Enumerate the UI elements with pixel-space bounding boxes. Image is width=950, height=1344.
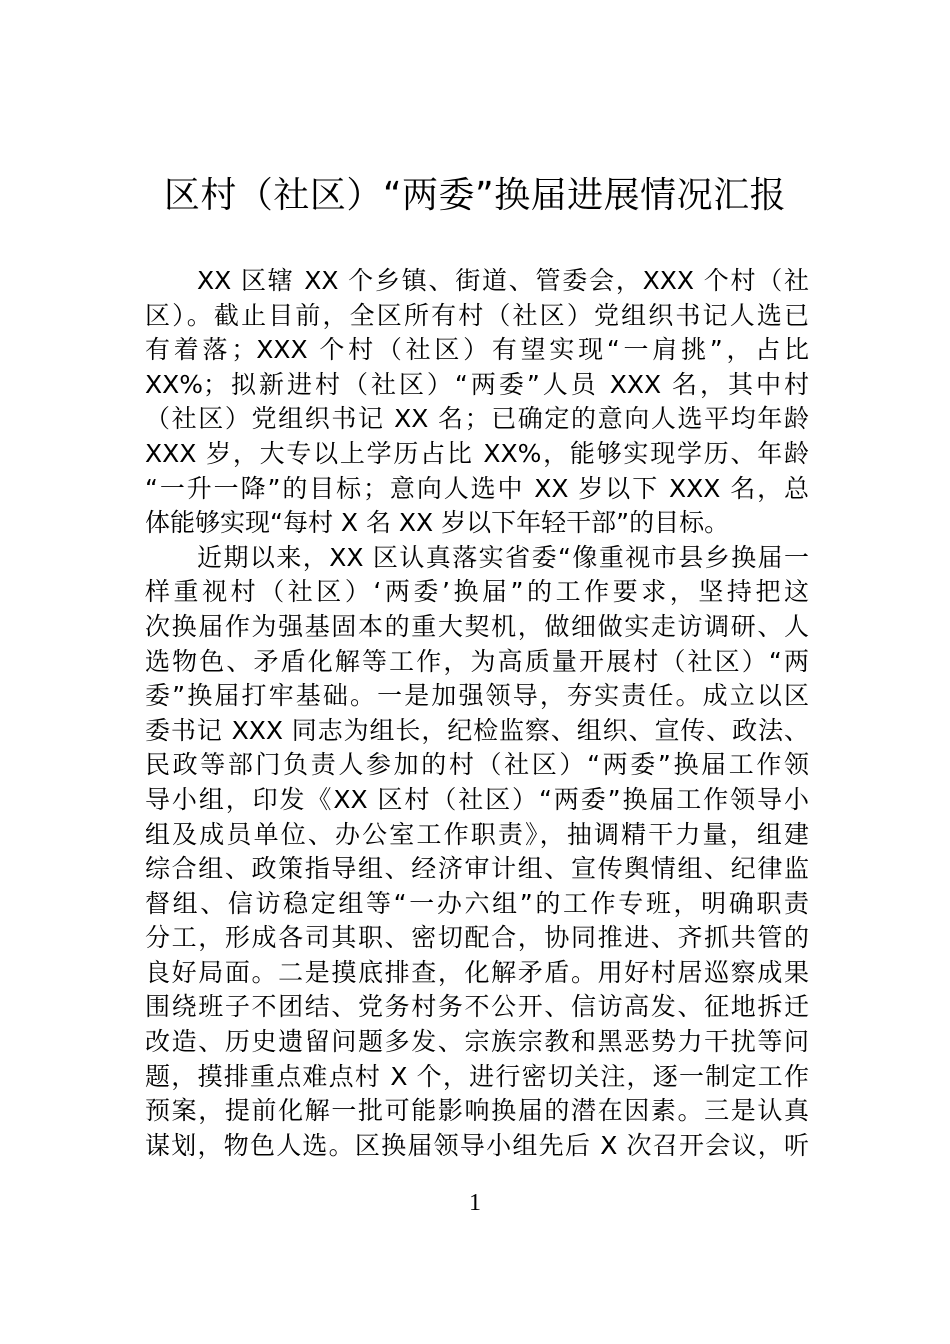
paragraph-2-line: 委书记 XXX 同志为组长，纪检监察、组织、宣传、政法、 (145, 715, 809, 745)
paragraph-2-line: 次换届作为强基固本的重大契机，做细做实走访调研、人 (145, 611, 809, 641)
paragraph-1-line: XX 区辖 XX 个乡镇、街道、管委会，XXX 个村（社 (197, 266, 809, 295)
paragraph-1-line: （社区）党组织书记 XX 名；已确定的意向人选平均年龄 (145, 404, 809, 434)
paragraph-1-line: XXX 岁，大专以上学历占比 XX%，能够实现学历、年龄 (145, 438, 809, 468)
page-number: 1 (469, 1190, 481, 1216)
paragraph-2-line: 近期以来，XX 区认真落实省委“像重视市县乡换届一 (197, 542, 809, 572)
paragraph-1-line: “一升一降”的目标；意向人选中 XX 岁以下 XXX 名，总 (145, 473, 809, 503)
paragraph-2-line: 改造、历史遗留问题多发、宗族宗教和黑恶势力干扰等问 (145, 1027, 809, 1057)
paragraph-1-line: XX%；拟新进村（社区）“两委”人员 XXX 名，其中村 (145, 369, 809, 399)
paragraph-2-line: 分工，形成各司其职、密切配合，协同推进、齐抓共管的 (145, 923, 809, 953)
paragraph-1-line: 体能够实现“每村 X 名 XX 岁以下年轻干部”的目标。 (145, 508, 730, 538)
paragraph-2-line: 题，摸排重点难点村 X 个，进行密切关注，逐一制定工作 (145, 1061, 809, 1091)
paragraph-2-line: 良好局面。二是摸底排查，化解矛盾。用好村居巡察成果 (145, 957, 809, 987)
paragraph-1-line: 有着落；XXX 个村（社区）有望实现“一肩挑”，占比 (145, 335, 809, 365)
paragraph-1-line: 区）。截止目前，全区所有村（社区）党组织书记人选已 (145, 300, 809, 330)
document-body (145, 264, 809, 1163)
paragraph-2-line: 围绕班子不团结、党务村务不公开、信访高发、征地拆迁 (145, 992, 809, 1022)
paragraph-2-line: 预案，提前化解一批可能影响换届的潜在因素。三是认真 (145, 1096, 809, 1126)
paragraph-2-line: 委”换届打牢基础。一是加强领导，夯实责任。成立以区 (145, 681, 809, 711)
paragraph-2-line: 选物色、矛盾化解等工作，为高质量开展村（社区）“两 (145, 646, 809, 676)
document-title: 区村（社区）“两委”换届进展情况汇报 (163, 175, 787, 216)
paragraph-2-line: 民政等部门负责人参加的村（社区）“两委”换届工作领 (145, 750, 809, 780)
paragraph-2-line: 样重视村（社区）‘两委’换届”的工作要求，坚持把这 (145, 577, 809, 607)
paragraph-2-line: 督组、信访稳定组等“一办六组”的工作专班，明确职责 (145, 888, 809, 918)
paragraph-2-line: 导小组，印发《XX 区村（社区）“两委”换届工作领导小 (145, 784, 809, 814)
paragraph-2-line: 综合组、政策指导组、经济审计组、宣传舆情组、纪律监 (145, 854, 809, 884)
paragraph-2-line: 组及成员单位、办公室工作职责》，抽调精干力量，组建 (145, 819, 809, 849)
paragraph-2-line: 谋划，物色人选。区换届领导小组先后 X 次召开会议，听 (145, 1130, 809, 1160)
